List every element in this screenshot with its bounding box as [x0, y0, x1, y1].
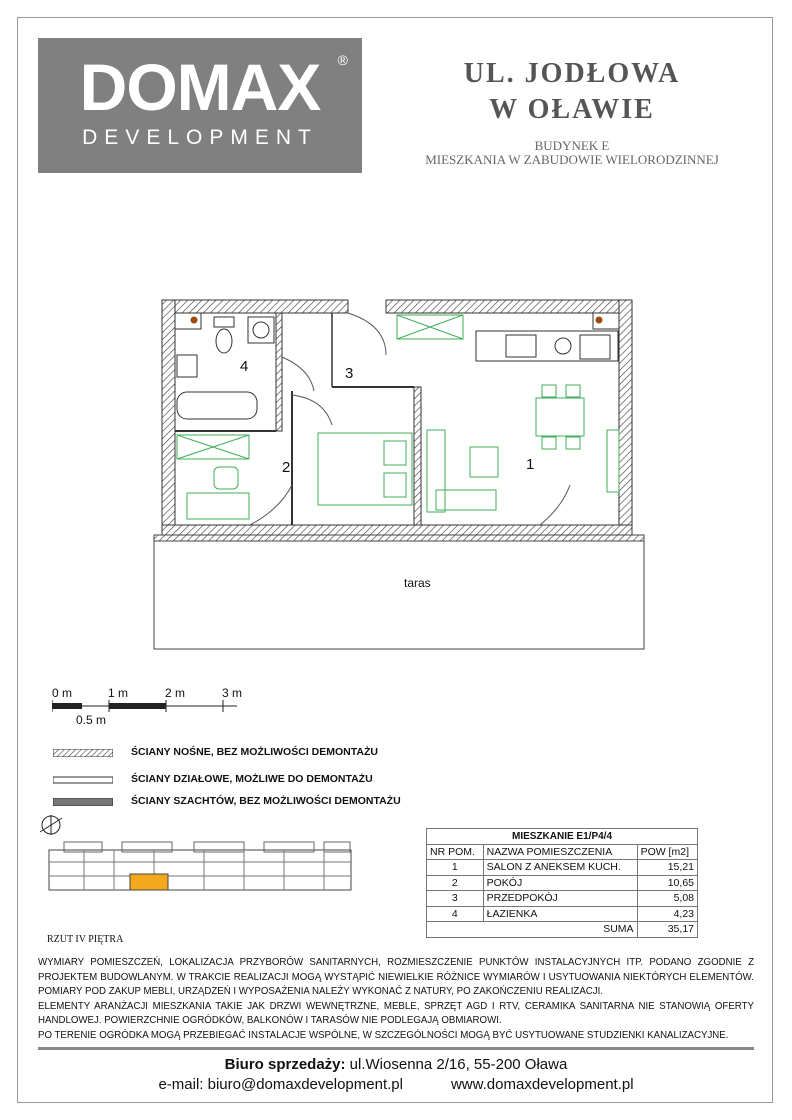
- scale-3m: 3 m: [222, 686, 243, 700]
- dining-chair: [566, 437, 580, 449]
- header-area: POW [m2]: [637, 844, 697, 860]
- door-swing: [348, 313, 386, 355]
- row-nr: 2: [427, 875, 484, 891]
- desk: [187, 493, 249, 519]
- sales-office: [38, 1056, 754, 1073]
- logo-subtitle: DEVELOPMENT: [82, 126, 318, 149]
- row-name: POKÓJ: [483, 875, 637, 891]
- footer-divider: [38, 1047, 754, 1050]
- key-plan: [44, 836, 360, 900]
- sum-value: 35,17: [637, 922, 697, 938]
- door-swing: [250, 485, 292, 525]
- note-paragraph: PO TERENIE OGRÓDKA MOGĄ PRZEBIEGAĆ INSTALACJE WSPÓLNE, W SZCZEGÓLNOŚCI MOGĄ BYĆ USYTUOWANE STUDZIENKI KANALIZACYJNE.: [38, 1029, 729, 1041]
- cooktop: [580, 335, 610, 359]
- scale-2m: 2 m: [165, 686, 186, 700]
- door-swing: [282, 357, 314, 391]
- dining-chair: [542, 385, 556, 397]
- table-row: [427, 860, 698, 876]
- disclaimer-notes: [38, 956, 754, 1043]
- coffee-table: [470, 447, 498, 477]
- row-name: SALON Z ANEKSEM KUCH.: [483, 860, 637, 876]
- dining-chair: [566, 385, 580, 397]
- wall-left: [162, 300, 175, 532]
- keyplan-caption: RZUT IV PIĘTRA: [47, 934, 124, 945]
- office-address: ul.Wiosenna 2/16, 55-200 Oława: [345, 1056, 568, 1073]
- room-label-1: 1: [526, 456, 535, 473]
- row-area: 4,23: [637, 906, 697, 922]
- shaft-pipe: [191, 317, 198, 324]
- bed: [318, 433, 412, 505]
- fridge: [555, 338, 571, 354]
- registered-mark: ®: [337, 52, 348, 68]
- wall-mid-bath: [276, 313, 282, 431]
- header-nr: NR POM.: [427, 844, 484, 860]
- table-row: [427, 891, 698, 907]
- dining-chair: [542, 437, 556, 449]
- table-row: [427, 906, 698, 922]
- bathtub: [177, 392, 257, 419]
- contact-line: [38, 1076, 754, 1093]
- website-link[interactable]: www.domaxdevelopment.pl: [450, 1076, 634, 1093]
- rooms-table: [426, 828, 698, 938]
- domax-logo: [38, 38, 362, 173]
- legend-text: ŚCIANY NOŚNE, BEZ MOŻLIWOŚCI DEMONTAŻU: [131, 746, 378, 758]
- table-title: MIESZKANIE E1/P4/4: [427, 829, 698, 845]
- legend-text: ŚCIANY SZACHTÓW, BEZ MOŻLIWOŚCI DEMONTAŻU: [131, 795, 401, 807]
- street-title: UL. JODŁOWA: [463, 58, 681, 89]
- row-name: PRZEDPOKÓJ: [483, 891, 637, 907]
- floor-plan: [150, 295, 650, 655]
- legend-text: ŚCIANY DZIAŁOWE, MOŻLIWE DO DEMONTAŻU: [131, 773, 373, 785]
- terrace-railing: [154, 535, 644, 541]
- washbasin: [177, 355, 197, 377]
- shaft-pipe: [596, 317, 603, 324]
- door-swing: [540, 485, 570, 525]
- row-area: 10,65: [637, 875, 697, 891]
- email-link[interactable]: e-mail: biuro@domaxdevelopment.pl: [158, 1076, 403, 1093]
- scale-bar: [52, 700, 242, 712]
- wall-top-right: [386, 300, 632, 313]
- row-nr: 3: [427, 891, 484, 907]
- desk-chair: [214, 467, 238, 489]
- room-label-2: 2: [282, 459, 291, 476]
- office-label: Biuro sprzedaży:: [224, 1056, 346, 1073]
- terrace-outline: [154, 541, 644, 649]
- washing-machine: [248, 317, 274, 343]
- dining-table: [536, 398, 584, 436]
- scale-1m: 1 m: [108, 686, 129, 700]
- table-sum-row: [427, 922, 698, 938]
- wall-top-left: [162, 300, 348, 313]
- row-nr: 4: [427, 906, 484, 922]
- row-area: 15,21: [637, 860, 697, 876]
- terrace-label: taras: [404, 576, 431, 590]
- note-paragraph: ELEMENTY ARANŻACJI MIESZKANIA TAKIE JAK DRZWI WEWNĘTRZNE, MEBLE, SPRZĘT AGD I RTV, CERAMIKA SANITARNA NIE STANOWIĄ OFERTY HANDLOWEJ. POWIERZCHNIE OGRÓDKÓW, BALKONÓW I TARASÓW NIE PODLEGAJĄ OBMIAROWI.: [38, 1000, 754, 1026]
- logo-wordmark: DOMAX: [79, 50, 321, 124]
- sum-label: SUMA: [427, 922, 638, 938]
- row-nr: 1: [427, 860, 484, 876]
- scale-0m: 0 m: [52, 686, 73, 700]
- row-name: ŁAZIENKA: [483, 906, 637, 922]
- wall-bottom: [162, 525, 632, 535]
- highlighted-apartment: [130, 874, 168, 890]
- building-type: MIESZKANIA W ZABUDOWIE WIELORODZINNEJ: [425, 152, 719, 167]
- wall-right: [619, 300, 632, 532]
- pillow: [384, 441, 406, 465]
- room-label-4: 4: [240, 358, 249, 375]
- building-label: BUDYNEK E: [534, 138, 610, 153]
- tv-cabinet: [607, 430, 619, 492]
- table-row: [427, 875, 698, 891]
- room-label-3: 3: [345, 365, 354, 382]
- header-name: NAZWA POMIESZCZENIA: [483, 844, 637, 860]
- scale-half: 0.5 m: [76, 713, 107, 727]
- kitchen-sink: [506, 335, 536, 357]
- pillow: [384, 473, 406, 497]
- wall-mid-bedroom: [414, 387, 421, 527]
- door-swing: [292, 395, 332, 425]
- compass-icon: [38, 812, 64, 838]
- toilet-bowl: [216, 329, 232, 353]
- row-area: 5,08: [637, 891, 697, 907]
- city-title: W OŁAWIE: [489, 94, 655, 125]
- washing-machine-drum: [253, 322, 269, 338]
- toilet: [214, 317, 234, 327]
- note-paragraph: WYMIARY POMIESZCZEŃ, LOKALIZACJA PRZYBORÓW SANITARNYCH, ROZMIESZCZENIE PUNKTÓW INSTALACYJNYCH ITP. PODANO ZGODNIE Z PROJEKTEM BUDOWLANYM. W TRAKCIE REALIZACJI MOGĄ WYSTĄPIĆ NIEWIELKIE RÓŻNICE WYMIARÓW I USYTUOWANIA NIEKTÓRYCH ELEMENTÓW. POMIARY POD ZAKUP MEBLI, URZĄDZEŃ I WYPOSAŻENIA NALEŻY WYKONAĆ Z NATURY, PO ZAKOŃCZENIU REALIZACJI.: [38, 957, 754, 997]
